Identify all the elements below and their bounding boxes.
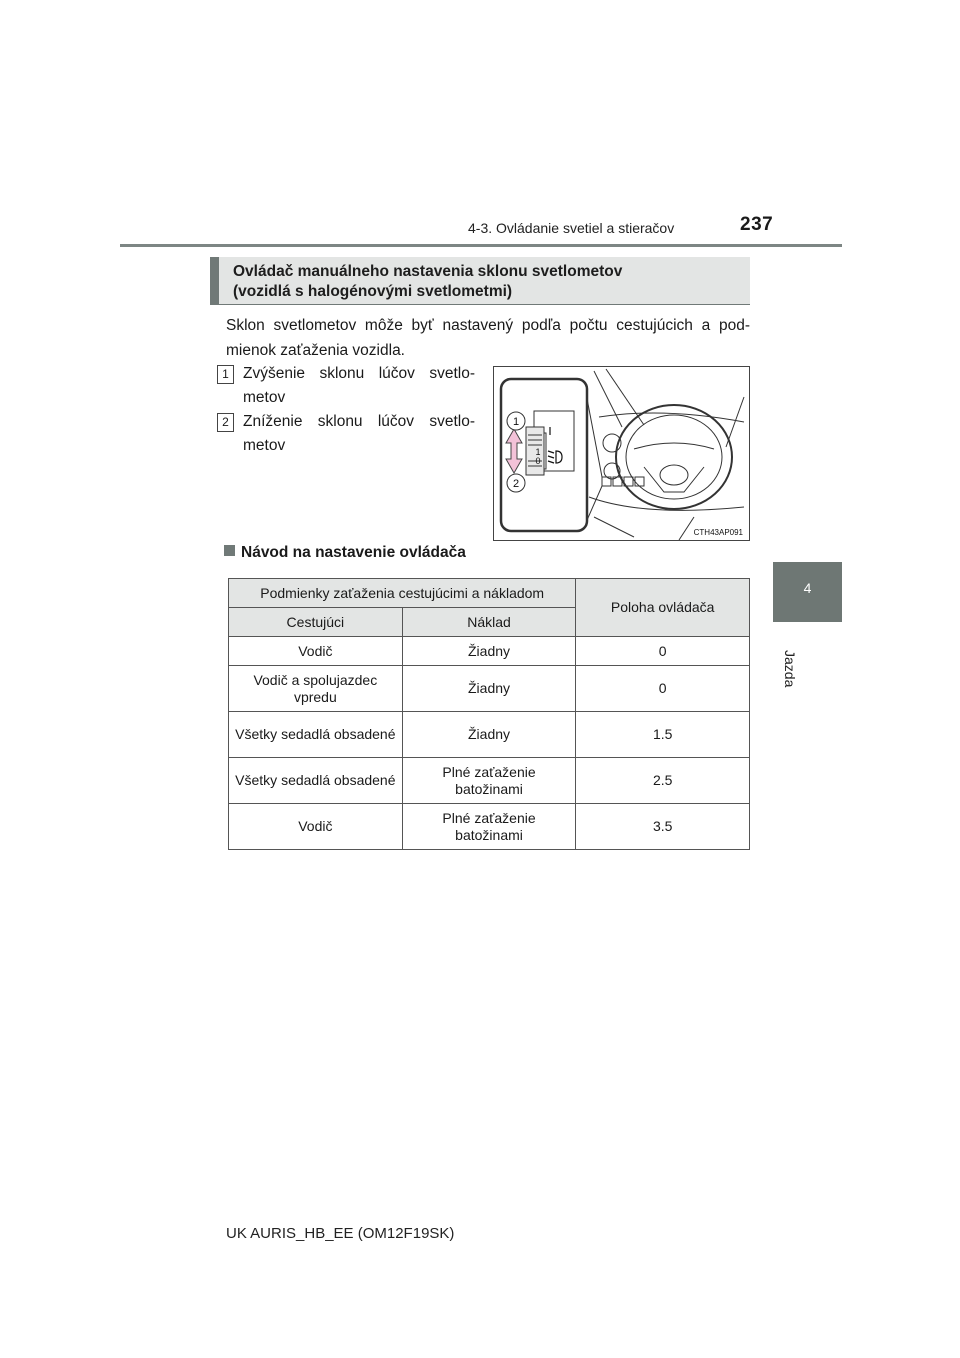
cell-position: 2.5 xyxy=(576,758,750,804)
cell-passengers: Vodič xyxy=(229,637,403,666)
cell-position: 1.5 xyxy=(576,712,750,758)
cell-passengers: Vodič xyxy=(229,804,403,850)
dashboard-drawing xyxy=(494,367,749,540)
dial-mark-lower: 0 xyxy=(535,456,541,466)
adjustment-guide-table xyxy=(228,578,750,850)
header-passengers: Cestujúci xyxy=(229,608,403,637)
section-heading: Ovládač manuálneho nastavenia sklonu svetlometov (vozidlá s halogénovými svetlometmi) xyxy=(233,263,623,300)
item-text: Zníženie sklonu lúčov svetlo-metov xyxy=(243,413,475,454)
item-number-badge: 2 xyxy=(217,413,234,432)
subsection-heading xyxy=(224,544,466,562)
callout-2-label: 2 xyxy=(512,478,520,490)
cell-position: 0 xyxy=(576,666,750,712)
chapter-number: 4 xyxy=(803,580,812,596)
chapter-label: Jazda xyxy=(782,650,798,688)
cell-cargo: Žiadny xyxy=(402,712,576,758)
header-dial-position: Poloha ovládača xyxy=(576,579,750,637)
cell-position: 0 xyxy=(576,637,750,666)
cell-passengers: Všetky sedadlá obsadené xyxy=(229,712,403,758)
table-row xyxy=(229,637,750,666)
figure-code: CTH43AP091 xyxy=(693,528,743,537)
header-rule xyxy=(120,244,842,247)
cell-position: 3.5 xyxy=(576,804,750,850)
cell-cargo: Plné zaťaženie batožinami xyxy=(402,758,576,804)
table-row xyxy=(229,666,750,712)
table-row xyxy=(229,758,750,804)
callout-1-label: 1 xyxy=(512,416,520,428)
dial-mark-upper: 1 xyxy=(535,447,541,457)
cell-cargo: Žiadny xyxy=(402,666,576,712)
cell-cargo: Plné zaťaženie batožinami xyxy=(402,804,576,850)
item-text: Zvýšenie sklonu lúčov svetlo-metov xyxy=(243,365,475,406)
header-load-conditions: Podmienky zaťaženia cestujúcimi a nákladom xyxy=(229,579,576,608)
header-cargo: Náklad xyxy=(402,608,576,637)
subsection-heading-text: Návod na nastavenie ovládača xyxy=(241,544,466,561)
chapter-tab xyxy=(773,562,842,622)
headlight-leveling-illustration xyxy=(493,366,750,541)
header-section-title: 4-3. Ovládanie svetiel a stieračov xyxy=(468,220,675,236)
item-number-badge: 1 xyxy=(217,365,234,384)
cell-passengers: Všetky sedadlá obsadené xyxy=(229,758,403,804)
cell-passengers: Vodič a spolujazdec vpredu xyxy=(229,666,403,712)
table-header-row xyxy=(229,579,750,608)
square-bullet-icon xyxy=(224,545,235,556)
intro-paragraph: Sklon svetlometov môže byť nastavený podľa počtu cestujúcich a pod-mienok zaťaženia vozidla. xyxy=(226,317,750,359)
cell-cargo: Žiadny xyxy=(402,637,576,666)
page-number: 237 xyxy=(740,214,774,235)
footer-document-code: UK AURIS_HB_EE (OM12F19SK) xyxy=(226,1225,455,1242)
table-row xyxy=(229,804,750,850)
table-row xyxy=(229,712,750,758)
section-heading-box xyxy=(210,257,750,305)
